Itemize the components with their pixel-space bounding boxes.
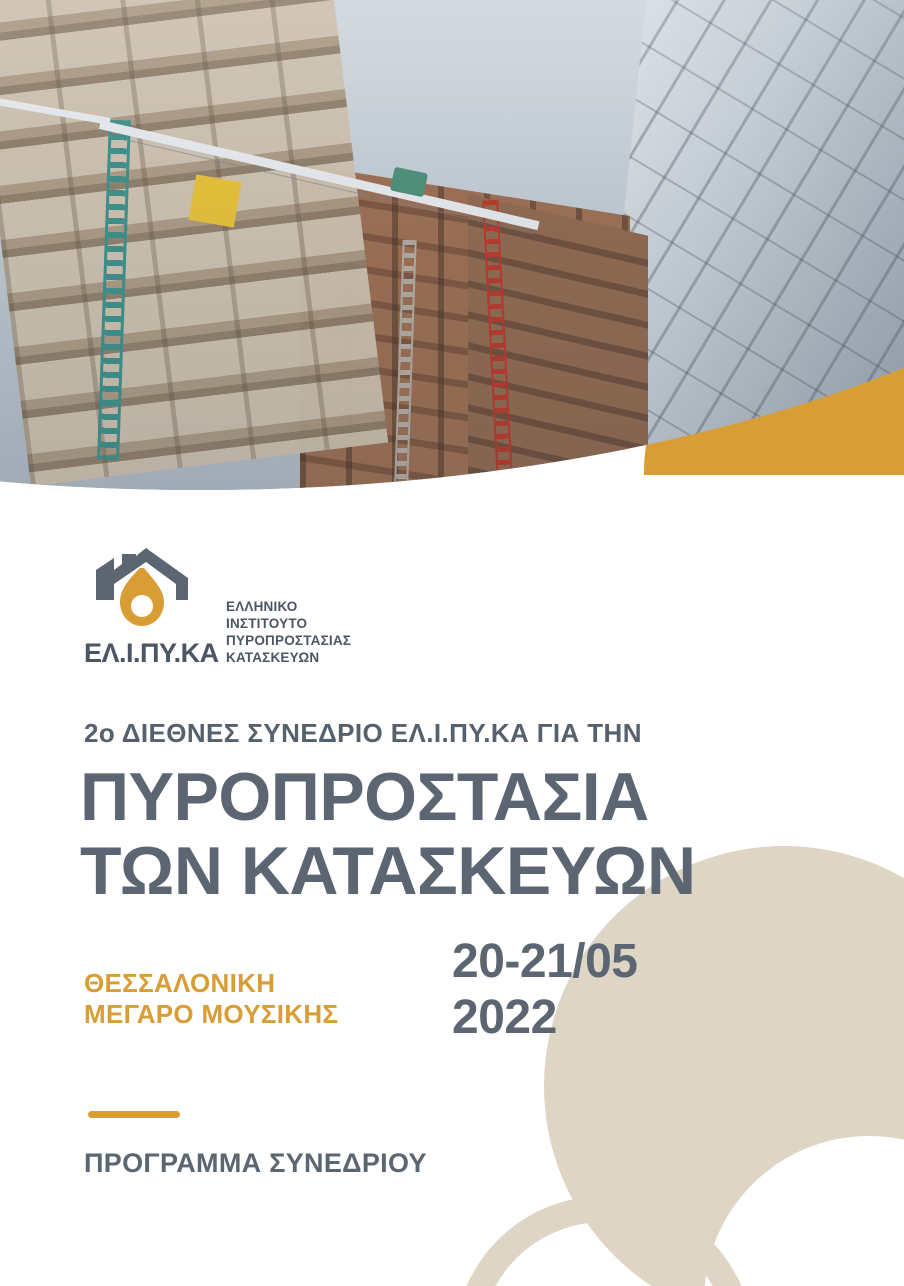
conference-kicker: 2ο ΔΙΕΘΝΕΣ ΣΥΝΕΔΡΙΟ ΕΛ.Ι.ΠΥ.ΚΑ ΓΙΑ ΤΗΝ — [84, 718, 642, 748]
logo-fullname-line-3: ΠΥΡΟΠΡΟΣΤΑΣΙΑΣ — [226, 633, 352, 648]
date-year: 2022 — [452, 991, 557, 1044]
organization-logo — [84, 540, 404, 680]
page-title-line-1: ΠΥΡΟΠΡΟΣΤΑΣΙΑ — [80, 759, 649, 835]
logo-fullname — [226, 598, 351, 666]
flame-inner-circle — [131, 595, 153, 617]
date-range: 20-21/05 — [452, 935, 638, 988]
hero-section — [0, 0, 904, 500]
venue-block — [84, 968, 338, 1030]
gold-divider — [88, 1111, 180, 1118]
logo-fullname-line-2: ΙΝΣΤΙΤΟΥΤΟ — [226, 616, 308, 631]
logo-svg — [84, 540, 204, 635]
document-subtitle: ΠΡΟΓΡΑΜΜΑ ΣΥΝΕΔΡΙΟΥ — [84, 1148, 427, 1178]
logo-wordmark: ΕΛ.Ι.ΠΥ.ΚΑ — [84, 638, 219, 668]
venue-location: ΜΕΓΑΡΟ ΜΟΥΣΙΚΗΣ — [84, 999, 339, 1029]
page-title — [80, 760, 696, 908]
date-block — [452, 934, 638, 1046]
flame-roof-icon — [84, 540, 204, 635]
page-title-line-2: ΤΩΝ ΚΑΤΑΣΚΕΥΩΝ — [80, 833, 696, 909]
logo-fullname-line-1: ΕΛΛΗΝΙΚΟ — [226, 599, 298, 614]
venue-city: ΘΕΣΣΑΛΟΝΙΚΗ — [84, 968, 276, 998]
logo-fullname-line-4: ΚΑΤΑΣΚΕΥΩΝ — [226, 650, 320, 665]
